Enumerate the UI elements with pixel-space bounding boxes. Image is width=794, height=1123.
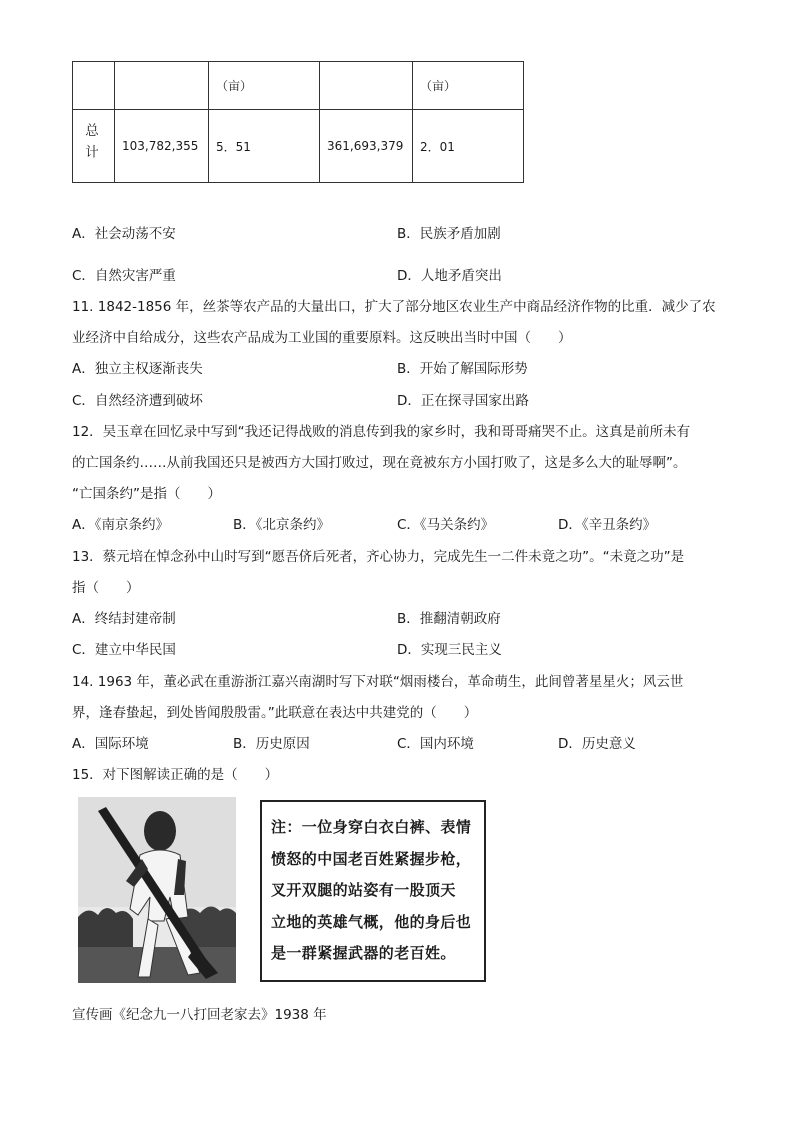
q14-stem-line2: 界，逢春蛰起，到处皆闻殷殷雷。”此联意在表达中共建党的（ ）: [72, 705, 478, 721]
note-line: 叉开双腿的站姿有一股顶天: [271, 881, 456, 899]
q12-option-d[interactable]: D．《辛丑条约》: [558, 517, 657, 533]
q14-stem-line1: 14. 1963 年，董必武在重游浙江嘉兴南湖时写下对联“烟雨楼台，革命萌生，此间曾著星星火；风云世: [72, 674, 684, 690]
table-cell: 2．01: [413, 110, 524, 183]
q14-option-a[interactable]: A．国际环境: [72, 736, 149, 752]
q11-option-a[interactable]: A．独立主权逐渐丧失: [72, 361, 203, 377]
q12-option-c[interactable]: C．《马关条约》: [397, 517, 495, 533]
q10-option-b[interactable]: B．民族矛盾加剧: [397, 226, 501, 242]
note-line: 注：一位身穿白衣白裤、表情: [271, 818, 472, 836]
q12-option-b[interactable]: B．《北京条约》: [233, 517, 331, 533]
table-cell: [73, 62, 115, 110]
table-cell: 5．51: [209, 110, 320, 183]
q13-option-b[interactable]: B．推翻清朝政府: [397, 611, 501, 627]
table-cell: 361,693,379: [320, 110, 413, 183]
table-cell: （亩）: [413, 62, 524, 110]
q15-stem: 15．对下图解读正确的是（ ）: [72, 767, 279, 783]
q14-option-d[interactable]: D．历史意义: [558, 736, 636, 752]
table-cell-total-label: [73, 110, 115, 183]
table-row: [73, 110, 524, 183]
q12-option-a[interactable]: A．《南京条约》: [72, 517, 169, 533]
q11-option-c[interactable]: C．自然经济遭到破坏: [72, 393, 203, 409]
table-cell: [320, 62, 413, 110]
note-line: 立地的英雄气概，他的身后也: [271, 912, 472, 931]
q13-option-c[interactable]: C．建立中华民国: [72, 642, 176, 658]
q13-option-a[interactable]: A．终结封建帝制: [72, 611, 176, 627]
q13-stem-line1: 13．蔡元培在悼念孙中山时写到“愿吾侪后死者，齐心协力，完成先生一二件未竟之功”。“未竟之功”是: [72, 549, 685, 565]
q12-stem-line2: 的亡国条约……从前我国还只是被西方大国打败过，现在竟被东方小国打败了，这是多么大的耻辱啊”。: [72, 455, 687, 471]
q14-option-c[interactable]: C．国内环境: [397, 736, 474, 752]
q10-option-d[interactable]: D．人地矛盾突出: [397, 268, 502, 284]
q11-option-b[interactable]: B．开始了解国际形势: [397, 361, 528, 377]
note-line: 是一群紧握武器的老百姓。: [271, 944, 456, 962]
table-row: [73, 62, 524, 110]
table-cell: [115, 62, 209, 110]
q12-stem-line1: 12．吴玉章在回忆录中写到“我还记得战败的消息传到我的家乡时，我和哥哥痛哭不止。这真是前所未有: [72, 424, 691, 440]
q13-stem-line2: 指（ ）: [72, 580, 140, 596]
total-label: 总计: [82, 123, 98, 166]
q10-option-c[interactable]: C．自然灾害严重: [72, 268, 176, 284]
q11-option-d[interactable]: D．正在探寻国家出路: [397, 393, 529, 409]
note-line: 愤怒的中国老百姓紧握步枪，: [271, 849, 472, 868]
q14-option-b[interactable]: B．历史原因: [233, 736, 310, 752]
propaganda-poster-image: [78, 797, 236, 983]
poster-caption: 宣传画《纪念九一八打回老家去》1938 年: [72, 1007, 327, 1023]
table-cell: 103,782,355: [115, 110, 209, 183]
statistics-table: [72, 61, 524, 183]
table-cell: （亩）: [209, 62, 320, 110]
q10-option-a[interactable]: A．社会动荡不安: [72, 226, 176, 242]
q13-option-d[interactable]: D．实现三民主义: [397, 642, 502, 658]
q11-stem-line1: 11. 1842-1856 年，丝茶等农产品的大量出口，扩大了部分地区农业生产中商品经济作物的比重．减少了农: [72, 299, 716, 315]
poster-note-box: [260, 800, 486, 982]
q11-stem-line2: 业经济中自给成分，这些农产品成为工业国的重要原料。这反映出当时中国（ ）: [72, 330, 572, 346]
q12-stem-line3: “亡国条约”是指（ ）: [72, 486, 221, 502]
